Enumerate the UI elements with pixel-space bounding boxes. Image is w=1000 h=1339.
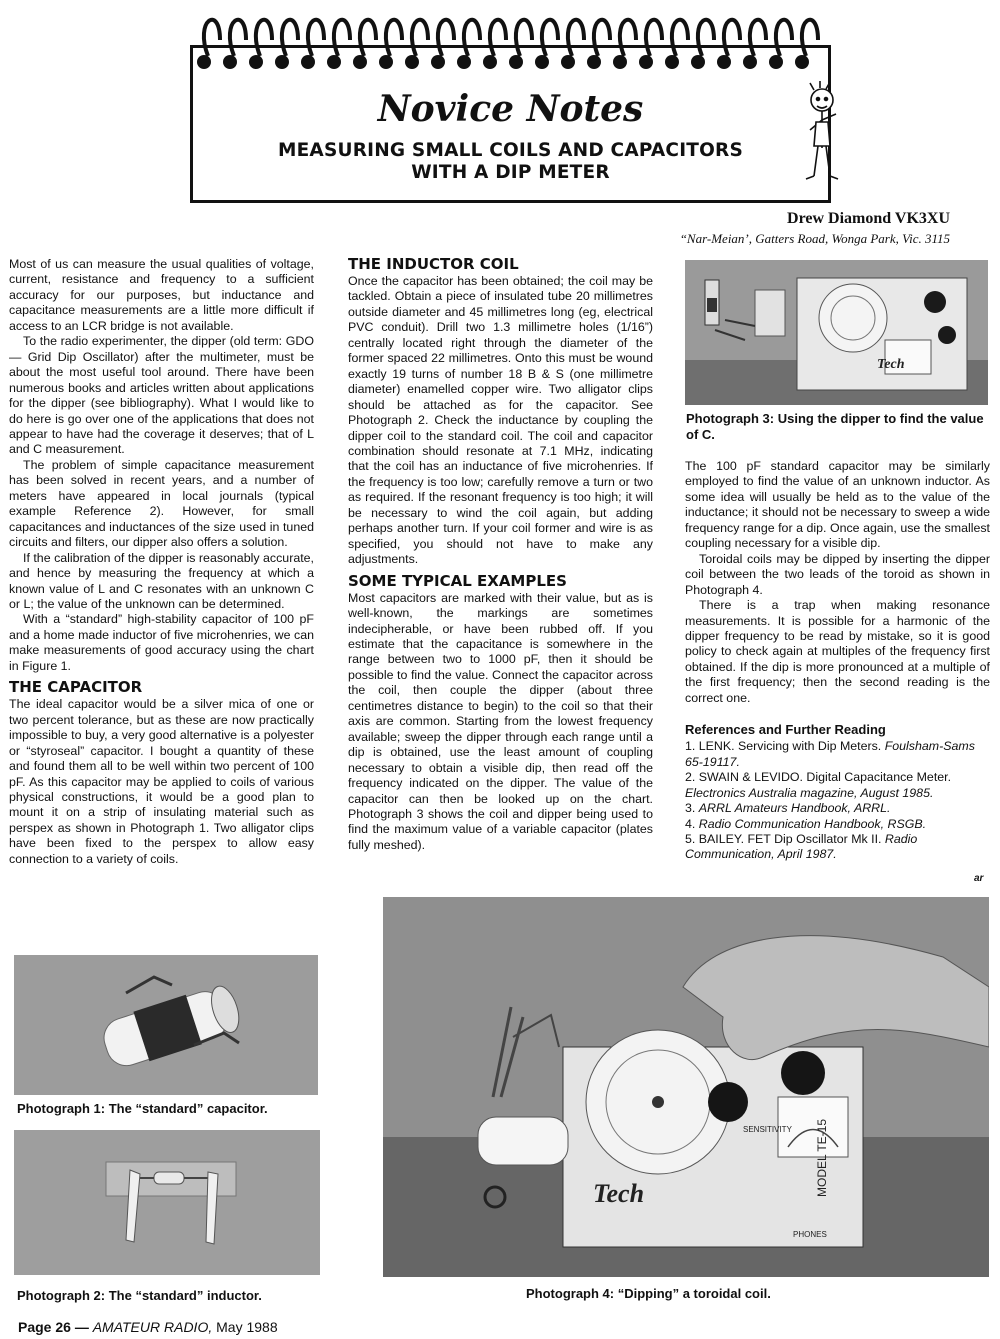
col3-paragraph-2: Toroidal coils may be dipped by inserting the dipper coil between the two leads of the toroid as shown in Photograph 4. <box>685 551 990 597</box>
article-title <box>193 140 828 184</box>
series-title: Novice Notes <box>377 88 644 130</box>
reference-item: 5. BAILEY. FET Dip Oscillator Mk II. Radio Communication, April 1987. <box>685 831 918 862</box>
photo-4-caption: Photograph 4: “Dipping” a toroidal coil. <box>526 1286 771 1301</box>
photo-1-caption: Photograph 1: The “standard” capacitor. <box>17 1101 268 1116</box>
reference-item: 2. SWAIN & LEVIDO. Digital Capacitance Meter. Electronics Australia magazine, August 1985. <box>685 770 952 800</box>
photo-3-brand-label: Tech <box>877 357 905 372</box>
photo-1-image <box>14 955 318 1095</box>
photograph-4 <box>383 897 989 1277</box>
intro-paragraph-2: To the radio experimenter, the dipper (old term: GDO — Grid Dip Oscillator) after the multimeter, must be about the most useful tool around. There have been numerous books and articles written about applications for the dipper (see bibliography). What I would like to do here is go over one of the applications that does not appear to have had the coverage it deserves; that of L and C measurement. <box>9 334 314 457</box>
references-heading: References and Further Reading <box>685 722 886 738</box>
photo-4-knob-label: SENSITIVITY <box>743 1125 792 1134</box>
photo-2-image <box>14 1130 320 1275</box>
column-1 <box>9 257 314 867</box>
photo-3-caption: Photograph 3: Using the dipper to find the value of C. <box>686 411 984 442</box>
examples-heading: SOME TYPICAL EXAMPLES <box>348 571 567 590</box>
reference-item: 4. Radio Communication Handbook, RSGB. <box>685 816 927 831</box>
page-footer: Page 26 — AMATEUR RADIO, May 1988 <box>18 1319 278 1335</box>
col3-paragraph-1: The 100 pF standard capacitor may be similarly employed to find the value of an unknown inductor. As some idea will usually be held as to the value of the inductance; it should not be necessary to sweep a wide frequency range for a dip. Once again, use the smallest coupling necessary for a visible dip. <box>685 459 990 551</box>
author-name: Drew Diamond VK3XU <box>787 210 950 227</box>
intro-paragraph-4: If the calibration of the dipper is reasonably accurate, and hence by measuring the frequency at which a known value of L and C resonates with an unknown C or L; the value of the unknown can be determined. <box>9 550 314 611</box>
photo-3-image <box>685 260 988 405</box>
photograph-3 <box>685 260 988 405</box>
reference-item: 3. ARRL Amateurs Handbook, ARRL. <box>685 801 891 816</box>
photo-4-model-label: MODEL TE-15 <box>815 1118 829 1197</box>
article-end-mark: ar <box>974 873 984 884</box>
inductor-paragraph: Once the capacitor has been obtained; the coil may be tackled. Obtain a piece of insulated tube 20 millimetres outside diameter and 45 millimetres long (eg, electrical PVC conduit). Drill two 1.3 millimetre holes (1/16”) centrally located right through the diameter of the former spaced 22 millimetres. Onto this must be wound exactly 19 turns of number 18 B & S (one millimetre diameter) enamelled copper wire. Two alligator clips should be attached as for the capacitor. See Photograph 2. Check the inductance by coupling the dipper coil to the standard coil. The coil and capacitor combination should resonate at 7.1 MHz, indicating that the coil has an inductance of five microhenries. If the frequency is too low; carefully remove a turn or two as required. If the resonant frequency is too high; it will be necessary to wind the coil again, but adding perhaps another turn. If your coil former and wire is as specified, you should not have to make any adjustments. <box>348 274 653 567</box>
col3-paragraph-3: There is a trap when making resonance measurements. It is possible for a harmonic of the dipper frequency to be read by mistake, so it is good policy to check again at multiples of the frequency first obtained. If the dip is more pronounced at a multiple of the first frequency; then the second reading is the correct one. <box>685 598 990 705</box>
examples-paragraph: Most capacitors are marked with their value, but as is well-known, the markings are sometimes indecipherable, or have been rubbed off. If you estimate that the capacitance is somewhere in the range between two to 1000 pF, then it should be possible to find the value. Connect the capacitor across the coil, then couple the dipper (about three centimetres distance to begin) to the coil so that their axis are common. Starting from the lowest frequency available; sweep the dipper through each range until a dip is obtained, use the least amount of coupling necessary to obtain a visible dip, then read off the frequency indicated on the dipper. The value of the capacitor can then be looked up on the chart. Photograph 3 shows the coil and dipper being used to find the maximum value of a variable capacitor (plates fully meshed). <box>348 590 653 852</box>
photograph-1 <box>14 955 318 1095</box>
intro-paragraph-1: Most of us can measure the usual qualities of voltage, current, resistance and frequency to a sufficient accuracy for our purposes, but inductance and capacitance measurements are a little more difficult if access to an LCR bridge is not available. <box>9 257 314 333</box>
inductor-heading: THE INDUCTOR COIL <box>348 255 519 273</box>
capacitor-paragraph: The ideal capacitor would be a silver mica of one or two percent tolerance, but as these are now practically impossible to buy, a very good alternative is a polyester or “styroseal” capacitor. I bought a quantity of these and found them all to be well within two percent of 100 pF. As this capacitor may be applied to coils of various physical constructions, it would be a good plan to mount it on a strip of insulating material such as perspex as shown in Photograph 1. Two alligator clips have been fixed to the perspex to allow easy connection to a variety of coils. <box>9 697 314 866</box>
photo-2-caption: Photograph 2: The “standard” inductor. <box>17 1288 262 1303</box>
photograph-2 <box>14 1130 320 1275</box>
cartoon-mascot-figure <box>800 80 845 190</box>
capacitor-heading: THE CAPACITOR <box>9 678 143 697</box>
reference-item: 1. LENK. Servicing with Dip Meters. Foulsham-Sams 65-19117. <box>685 739 975 769</box>
article-title-line-2: WITH A DIP METER <box>411 162 610 183</box>
photo-4-brand-label: Tech <box>593 1179 645 1208</box>
intro-paragraph-5: With a “standard” high-stability capacitor of 100 pF and a home made inductor of five microhenries, we can make measurements of good accuracy using the chart in Figure 1. <box>9 612 314 673</box>
photo-4-image <box>383 897 989 1277</box>
article-title-line-1: MEASURING SMALL COILS AND CAPACITORS <box>277 140 743 161</box>
photo-4-phones-label: PHONES <box>793 1230 827 1239</box>
author-address: “Nar-Meian’, Gatters Road, Wonga Park, Vic. 3115 <box>679 231 950 246</box>
references-list <box>685 739 990 863</box>
column-3 <box>685 459 990 863</box>
column-2 <box>348 255 653 853</box>
spiral-binding-rings <box>190 0 830 80</box>
intro-paragraph-3: The problem of simple capacitance measurement has been solved in recent years, and a number of meters have appeared in local journals (typical example Reference 2). However, for small capacitances and inductances of the size used in tuned circuits and filters, our dipper also offers a solution. <box>9 457 314 550</box>
